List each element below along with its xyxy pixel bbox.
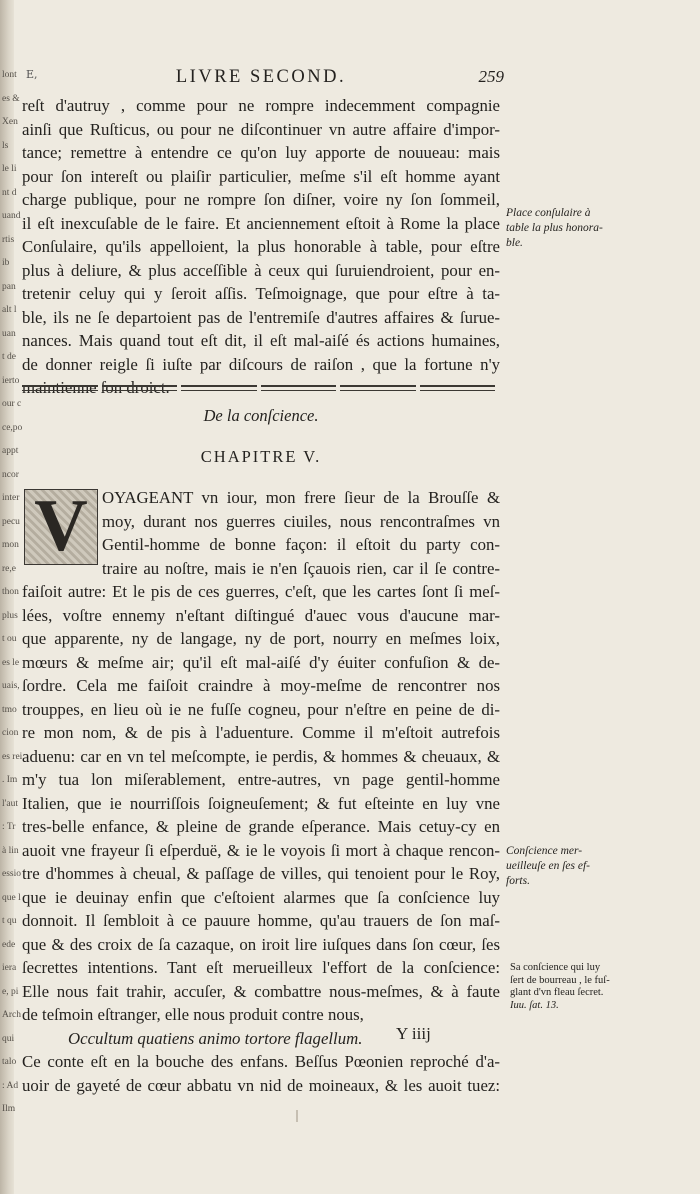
- bleed-fragment: inter: [2, 493, 20, 503]
- bleed-fragment: es &: [2, 93, 20, 104]
- bleed-fragment: ce,po: [2, 422, 22, 433]
- text-line: ſordre. Cela me faiſoit craindre à moy-meſme de rencontrer nos: [22, 676, 500, 695]
- text-line: Elle nous fait trahir, accuſer, & combattre nous-meſmes, & à faute: [22, 981, 500, 1001]
- bleed-fragment: le li: [2, 164, 17, 174]
- text-line: aduenu: car en vn tel meſcompte, ie perdis, & hommes & cheuaux, &: [22, 746, 500, 766]
- bleed-fragment: es le: [2, 657, 20, 668]
- bleed-fragment: uais,: [2, 681, 20, 691]
- text-line: ſecrettes intentions. Tant eſt merueilleux l'effort de la conſcience:: [22, 958, 500, 977]
- bleed-fragment: à lin: [2, 845, 19, 856]
- bleed-fragment: Xen: [2, 117, 18, 127]
- text-line: maintienne ſon droict.: [22, 378, 170, 397]
- bleed-fragment: : Tr: [2, 822, 16, 832]
- bleed-fragment: pan: [2, 281, 16, 292]
- text-line: auoit vne frayeur ſi eſperduë, & ie le voyois ſi mort à chaque rencon-: [22, 840, 500, 860]
- bleed-fragment: ls: [2, 140, 9, 151]
- bleed-fragment: qui: [2, 1033, 15, 1044]
- text-line: trouppes, en lieu où ie ne fuſſe cogneu, pour n'eſtre en peine de di-: [22, 699, 500, 719]
- page-number: 259: [478, 67, 504, 86]
- bleed-fragment: ierto: [2, 375, 20, 386]
- bleed-fragment: mon: [2, 540, 19, 550]
- margin-note-line: Place conſulaire à: [506, 207, 591, 219]
- text-line: plus à deliure, & plus acceſſible à ceux qui ſuruiendroient, pour en-: [22, 260, 500, 280]
- bleed-fragment: nt d: [2, 187, 17, 198]
- bleed-fragment: Ilm: [2, 1104, 16, 1114]
- margin-note-conscience: [506, 844, 634, 889]
- margin-note-line: ueilleuſe en ſes ef-: [506, 860, 590, 872]
- bleed-fragment: talo: [2, 1057, 17, 1067]
- latin-quote: Occultum quatiens animo tortore flagellum.: [68, 1028, 363, 1048]
- bleed-fragment: ncor: [2, 469, 19, 480]
- page-header: [22, 67, 504, 88]
- text-line: faiſoit autre: Et le pis de ces guerres, c'eſt, que les cartes ſont ſi meſ-: [22, 582, 500, 601]
- text-line: tretenir celuy qui y ſeroit aſſis. Teſmoignage, que pour eſtre à ta-: [22, 284, 500, 303]
- margin-note-line: Conſcience mer-: [506, 845, 583, 857]
- text-line: Conſulaire, qu'ils appelloient, la plus honorable à table, pour eſtre: [22, 237, 500, 256]
- bleed-fragment: thon: [2, 587, 19, 597]
- running-title: LIVRE SECOND.: [175, 67, 347, 87]
- bleed-fragment: t qu: [2, 916, 17, 926]
- margin-note-bourreau: [510, 962, 638, 1012]
- text-line: OYAGEANT vn iour, mon frere ſieur de la Brouſſe &: [102, 488, 500, 507]
- bleed-fragment: alt l: [2, 305, 17, 315]
- bleed-fragment: rtis: [2, 234, 15, 245]
- text-line: m'y tua lon miſerablement, entre-autres, vn page gentil-homme: [22, 770, 500, 789]
- margin-note-line: glant d'vn fleau ſecret.: [510, 987, 604, 998]
- text-line: que & des croix de ſa cazaque, on iroit lire iuſques dans ſon cœur, ſes: [22, 934, 500, 954]
- bleed-fragment: cion: [2, 728, 19, 738]
- text-line: de teſmoin eſtranger, elle nous produit contre nous,: [22, 1005, 364, 1024]
- drop-cap-letter: V: [34, 485, 88, 567]
- bleed-fragment: our c: [2, 399, 22, 409]
- section-divider-rule: [22, 385, 495, 391]
- bleed-fragment: re,e: [2, 563, 16, 574]
- margin-note-line: ſert de bourreau , le fuſ-: [510, 974, 610, 986]
- text-line: que apparente, ny de langage, ny de port, nourry en meſmes loix,: [22, 629, 500, 648]
- bleed-fragment: ib: [2, 258, 10, 268]
- margin-note-place-consulaire: [506, 206, 634, 251]
- bleed-fragment: Arch: [2, 1010, 21, 1020]
- text-line: Italien, que ie nourriſſois ſoigneuſement; & fut eſteinte en luy vne: [22, 793, 500, 813]
- margin-note-line: forts.: [506, 875, 530, 887]
- margin-note-line: table la plus honora-: [506, 222, 603, 234]
- bleed-fragment: essio: [2, 869, 21, 879]
- bleed-fragment: uan: [2, 328, 16, 339]
- text-line: traire au noſtre, mais ie n'en ſçauois rien, car il ſe contre-: [102, 558, 500, 578]
- section-1-text: [22, 94, 500, 400]
- bleed-fragment: e, pi: [2, 986, 19, 997]
- text-line: donnoit. Il ſembloit à ce pauure homme, qu'au trauers de ſon maſ-: [22, 911, 500, 930]
- bleed-fragment: l'aut: [2, 798, 18, 809]
- text-line: ble, ils ne ſe departoient pas de l'entremiſe d'autres affaires & ſurue-: [22, 307, 500, 327]
- section-2-text: [22, 486, 500, 1097]
- bleed-fragment: t ou: [2, 634, 17, 644]
- text-line: Ce conte eſt en la bouche des enfans. Beſſus Pœonien reproché d'a-: [22, 1052, 500, 1071]
- bleed-fragment: tmo: [2, 704, 17, 715]
- margin-note-line: Sa conſcience qui luy: [510, 962, 601, 973]
- bleed-through-column: [2, 64, 22, 1122]
- bleed-fragment: lont: [2, 70, 17, 80]
- bleed-fragment: uand: [2, 211, 21, 221]
- text-line: mœurs & meſme air; qu'il eſt mal-aiſé d'y éuiter confuſion & de-: [22, 652, 500, 672]
- text-line: ainſi que Ruſticus, ou pour ne diſcontinuer vn autre affaire d'impor-: [22, 119, 500, 139]
- bleed-fragment: plus: [2, 610, 18, 621]
- margin-note-line: ble.: [506, 237, 523, 249]
- bleed-fragment: . Im: [2, 775, 18, 785]
- bleed-fragment: t de: [2, 352, 16, 362]
- text-line: uoir de gayeté de cœur abbatu vn nid de moineaux, & les auoit tuez:: [22, 1075, 500, 1095]
- text-line: re mon nom, & de pis à l'aduenture. Comme il m'eſtoit autrefois: [22, 723, 500, 742]
- text-line: que ie deuinay enfin que c'eſtoient alarmes que ſa conſcience luy: [22, 887, 500, 907]
- text-line: il eſt inexcuſable de le faire. Et anciennement eſtoit à Rome la place: [22, 213, 500, 233]
- edge-mark: E,: [26, 68, 38, 81]
- text-line: nances. Mais quand tout eſt dit, il eſt mal-aiſé és actions humaines,: [22, 331, 500, 350]
- paper-blot: [296, 1110, 298, 1122]
- text-line: Gentil-homme de bonne façon: il eſtoit du party con-: [102, 535, 500, 554]
- bleed-fragment: pecu: [2, 516, 20, 527]
- text-line: reſt d'autruy , comme pour ne rompre indecemment compagnie: [22, 96, 500, 115]
- text-line: moy, durant nos guerres ciuiles, nous rencontraſmes vn: [102, 511, 500, 531]
- text-line: de donner reigle ſi iuſte par diſcours de raiſon , que la fortune n'y: [22, 354, 500, 374]
- text-line: tre d'hommes à cheual, & paſſage de villes, qui tenoient pour le Roy,: [22, 864, 500, 883]
- bleed-fragment: que l: [2, 892, 21, 903]
- chapter-subtitle: De la conſcience.: [203, 406, 319, 425]
- bleed-fragment: iera: [2, 963, 17, 973]
- chapter-title: CHAPITRE V.: [200, 447, 322, 466]
- text-line: charge publique, pour ne rompre ſon diſner, voire ny ſon ſommeil,: [22, 190, 500, 209]
- signature-mark: Y iiij: [396, 1024, 431, 1043]
- bleed-fragment: : Ad: [2, 1080, 19, 1091]
- text-line: lées, voſtre ennemy n'eſtant diſtingué d'auec vous d'aucune mar-: [22, 605, 500, 625]
- bleed-fragment: appt: [2, 446, 19, 456]
- bleed-fragment: ede: [2, 939, 16, 950]
- text-line: tres-belle enfance, & pleine de grande eſperance. Mais cetuy-cy en: [22, 817, 500, 836]
- margin-note-source: Iuu. ſat. 13.: [510, 999, 559, 1011]
- text-line: pour ſon intereſt ou plaiſir particulier, meſme s'il eſt homme ayant: [22, 166, 500, 186]
- text-line: tance; remettre à entendre ce qu'on luy apporte de nouueau: mais: [22, 143, 500, 162]
- bleed-fragment: es rei: [2, 751, 22, 762]
